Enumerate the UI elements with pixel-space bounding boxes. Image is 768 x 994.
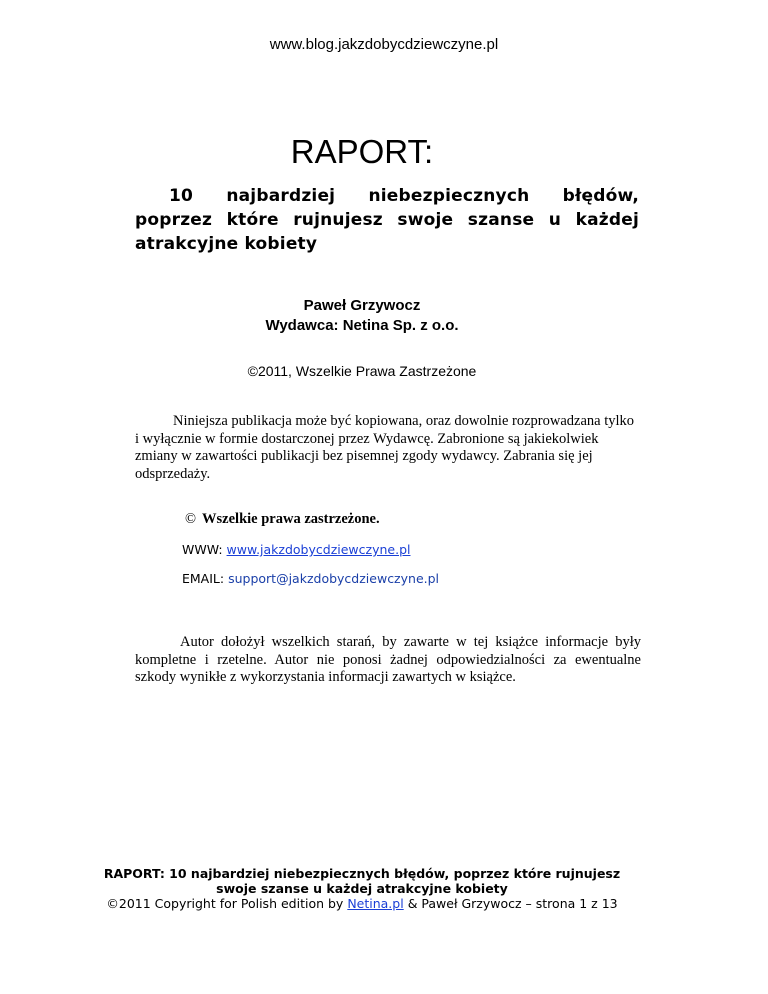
contact-email bbox=[182, 571, 439, 586]
report-subtitle: 10 najbardziej niebezpiecznych błędów, poprzez które rujnujesz swoje szanse u każdej atrakcyjne kobiety bbox=[135, 186, 639, 254]
footer-title-line1: RAPORT: 10 najbardziej niebezpiecznych błędów, poprzez które rujnujesz bbox=[103, 866, 621, 881]
copyright-line: ©2011, Wszelkie Prawa Zastrzeżone bbox=[247, 363, 477, 379]
page-footer bbox=[0, 866, 724, 911]
www-link[interactable]: www.jakzdobycdziewczyne.pl bbox=[226, 542, 411, 557]
author-block bbox=[0, 296, 724, 336]
header-url: www.blog.jakzdobycdziewczyne.pl bbox=[269, 36, 499, 53]
copy-notice: Niniejsza publikacja może być kopiowana, oraz dowolnie rozprowadzana tylko i wyłącznie w formie dostarczonej przez Wydawcę. Zabronione są jakiekolwiek zmiany w zawartości publikacji bez pisemnej zgody wydawcy. Zabrania się jej odsprzedaży. bbox=[135, 413, 635, 482]
report-title: RAPORT: bbox=[290, 133, 434, 170]
email-address[interactable]: support@jakzdobycdziewczyne.pl bbox=[228, 571, 440, 586]
rights-reserved bbox=[185, 511, 380, 528]
contact-www bbox=[182, 542, 410, 557]
footer-copyright bbox=[0, 896, 724, 911]
author-name: Paweł Grzywocz bbox=[303, 297, 421, 314]
footer-copyright-suffix: & Paweł Grzywocz – strona 1 z 13 bbox=[407, 896, 618, 911]
footer-netina-link[interactable]: Netina.pl bbox=[347, 896, 404, 911]
footer-copyright-prefix: ©2011 Copyright for Polish edition by bbox=[106, 896, 344, 911]
copyright-symbol: © bbox=[185, 511, 197, 527]
rights-reserved-text: Wszelkie prawa zastrzeżone. bbox=[202, 511, 380, 527]
email-label: EMAIL: bbox=[182, 571, 225, 586]
footer-title-line2: swoje szanse u każdej atrakcyjne kobiety bbox=[216, 881, 508, 896]
publisher-name: Wydawca: Netina Sp. z o.o. bbox=[265, 317, 459, 334]
www-label: WWW: bbox=[182, 542, 223, 557]
disclaimer: Autor dołożył wszelkich starań, by zawarte w tej książce informacje były kompletne i rzetelne. Autor nie ponosi żadnej odpowiedzialności za ewentualne szkody wynikłe z wykorzystania informacji zawartych w książce. bbox=[135, 634, 641, 685]
